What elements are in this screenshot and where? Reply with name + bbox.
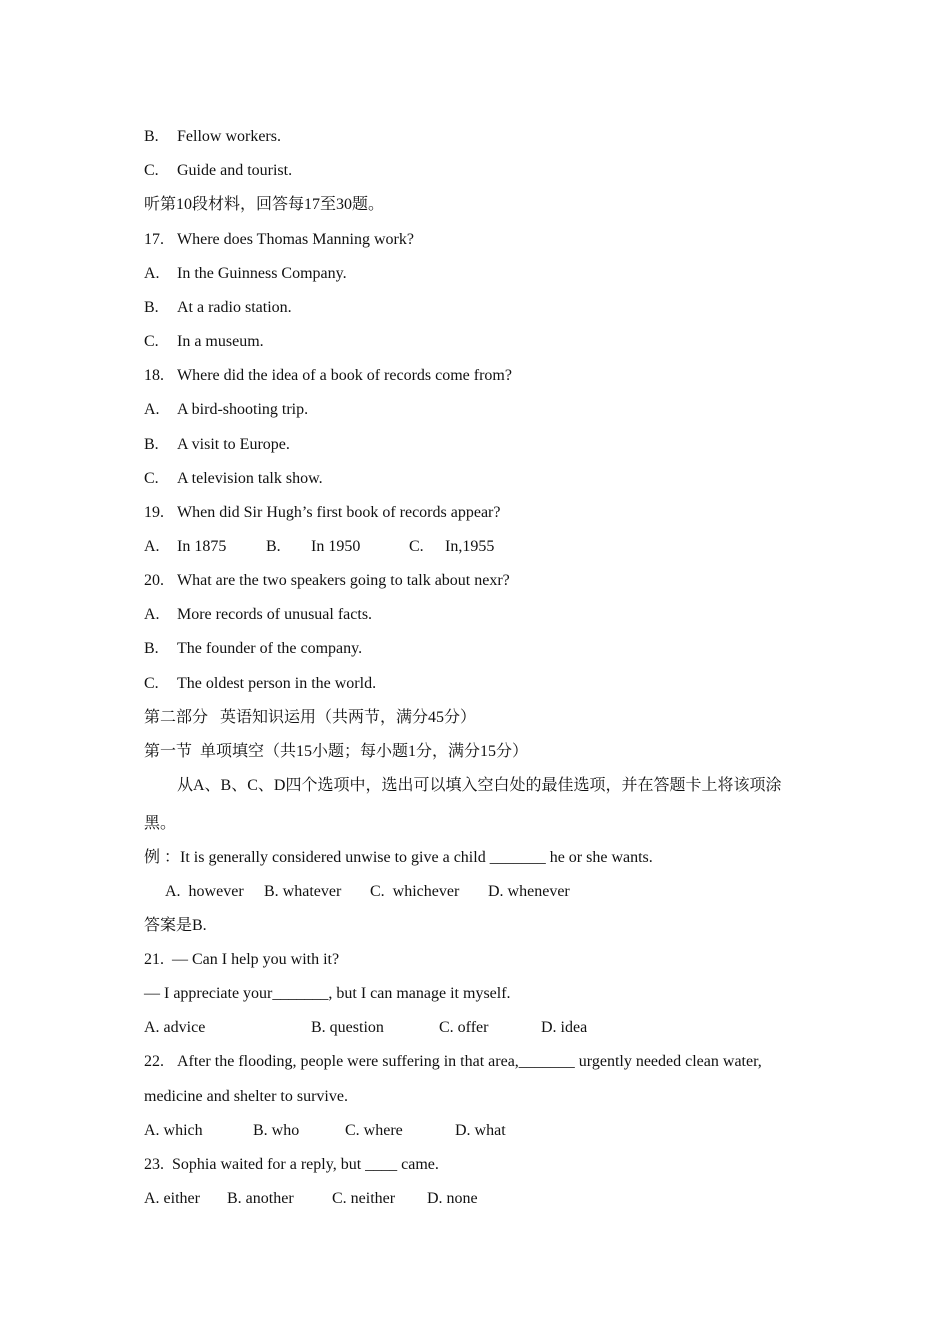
part-heading: 第二部分 英语知识运用（共两节，满分45分） <box>144 709 477 726</box>
option-text: D. none <box>427 1190 478 1207</box>
option-line <box>144 435 290 455</box>
option-label: B. <box>144 128 159 145</box>
listening-section-instruction: 听第10段材料，回答每17至30题。 <box>144 196 385 213</box>
example-answer: 答案是B. <box>144 917 207 934</box>
option-text: C. neither <box>332 1190 396 1207</box>
question-text: When did Sir Hugh’s first book of records appear? <box>177 504 501 521</box>
instruction-text-continued: 黑。 <box>144 815 177 832</box>
instruction-text: 从A、B、C、D四个选项中，选出可以填入空白处的最佳选项，并在答题卡上将该项涂 <box>177 777 782 794</box>
option-label: C. <box>144 333 159 350</box>
option-text: In,1955 <box>445 538 495 555</box>
option-label: A. <box>144 265 160 282</box>
option-label: B. <box>266 538 281 555</box>
option-text: D. what <box>455 1122 506 1139</box>
option-text: C. whichever <box>370 883 460 900</box>
option-text: B. who <box>253 1122 300 1139</box>
option-text: A visit to Europe. <box>177 436 290 453</box>
option-line <box>144 161 292 181</box>
question-text: Where does Thomas Manning work? <box>177 231 414 248</box>
option-text: The founder of the company. <box>177 640 363 657</box>
option-line <box>144 298 292 318</box>
section-heading: 第一节 单项填空（共15小题；每小题1分，满分15分） <box>144 743 529 760</box>
question-line-continued: medicine and shelter to survive. <box>144 1088 348 1105</box>
question-number: 22. <box>144 1053 164 1070</box>
question-number: 20. <box>144 572 164 589</box>
option-label: A. <box>144 538 160 555</box>
example-question: 例 ：It is generally considered unwise to give a child _______ he or she wants. <box>144 849 653 866</box>
question-number: 17. <box>144 231 164 248</box>
option-text: Guide and tourist. <box>177 162 293 179</box>
option-label: A. <box>144 606 160 623</box>
option-text: A. which <box>144 1122 203 1139</box>
option-label: C. <box>144 470 159 487</box>
question-line <box>144 503 500 523</box>
option-text: In the Guinness Company. <box>177 265 347 282</box>
option-text: In 1950 <box>311 538 361 555</box>
question-line <box>144 1052 762 1072</box>
option-line <box>144 605 372 625</box>
option-label: B. <box>144 436 159 453</box>
question-number: 18. <box>144 367 164 384</box>
option-text: A. however <box>165 883 244 900</box>
option-line <box>144 264 347 284</box>
option-text: In a museum. <box>177 333 264 350</box>
option-line <box>144 469 323 489</box>
question-line-continued: — I appreciate your_______, but I can manage it myself. <box>144 985 511 1002</box>
option-text: B. another <box>227 1190 294 1207</box>
option-line <box>144 674 376 694</box>
question-text: What are the two speakers going to talk about nexr? <box>177 572 510 589</box>
question-line: 23. Sophia waited for a reply, but ____ came. <box>144 1156 439 1173</box>
option-label: A. <box>144 401 160 418</box>
option-label: C. <box>144 162 159 179</box>
option-text: A. either <box>144 1190 200 1207</box>
option-text: D. whenever <box>488 883 570 900</box>
option-text: More records of unusual facts. <box>177 606 373 623</box>
option-text: A bird-shooting trip. <box>177 401 309 418</box>
option-text: A television talk show. <box>177 470 323 487</box>
option-label: C. <box>409 538 424 555</box>
question-line <box>144 571 510 591</box>
option-text: At a radio station. <box>177 299 292 316</box>
question-text: Where did the idea of a book of records come from? <box>177 367 512 384</box>
option-text: A. advice <box>144 1019 206 1036</box>
question-line <box>144 366 512 386</box>
option-line <box>144 127 281 147</box>
option-label: C. <box>144 675 159 692</box>
question-number: 19. <box>144 504 164 521</box>
option-text: C. offer <box>439 1019 489 1036</box>
option-label: B. <box>144 640 159 657</box>
question-line <box>144 230 414 250</box>
option-text: C. where <box>345 1122 403 1139</box>
option-text: Fellow workers. <box>177 128 281 145</box>
option-text: In 1875 <box>177 538 227 555</box>
option-text: The oldest person in the world. <box>177 675 377 692</box>
option-label: B. <box>144 299 159 316</box>
option-line <box>144 639 362 659</box>
option-line <box>144 332 264 352</box>
question-line: 21. — Can I help you with it? <box>144 951 340 968</box>
option-text: B. whatever <box>264 883 342 900</box>
option-line <box>144 400 308 420</box>
option-text: B. question <box>311 1019 384 1036</box>
question-text: After the flooding, people were suffering in that area,_______ urgently needed clean water, <box>177 1053 762 1070</box>
option-text: D. idea <box>541 1019 588 1036</box>
